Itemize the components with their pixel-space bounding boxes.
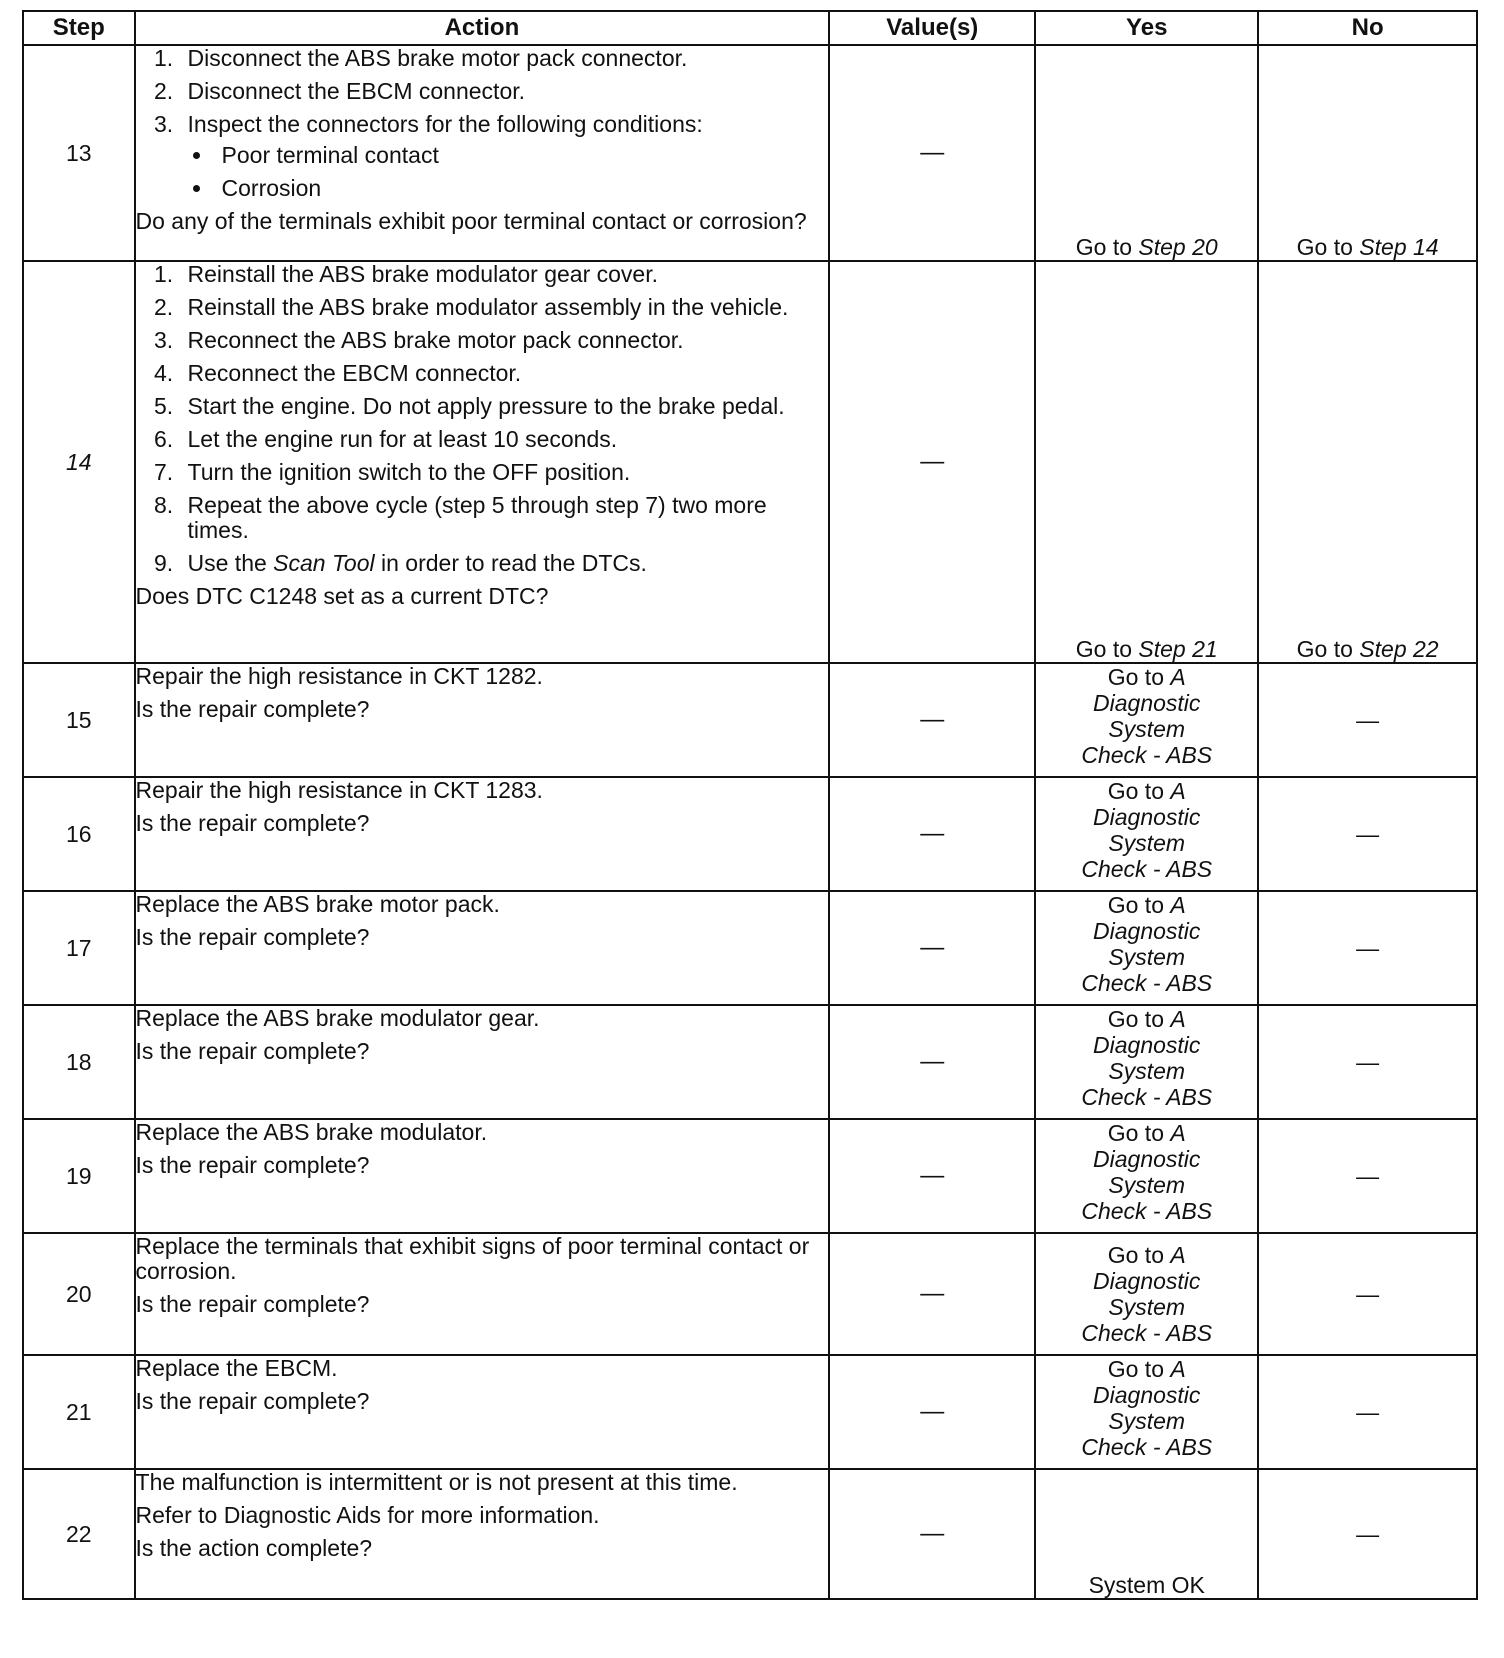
list-item: • Poor terminal contact <box>214 143 829 168</box>
table-row-step-18 <box>23 1005 1477 1119</box>
question-text: Is the repair complete? <box>135 1038 370 1064</box>
action-steps <box>136 46 829 201</box>
yes-cell[interactable] <box>1035 1355 1258 1469</box>
goto-link-text: Diagnostic <box>1093 918 1201 944</box>
goto-link-text: Diagnostic <box>1093 1382 1201 1408</box>
value-cell: — <box>829 1005 1035 1119</box>
goto-text: Go to <box>1107 664 1164 690</box>
scan-tool-term: Scan Tool <box>273 550 375 576</box>
goto-link-text: Diagnostic <box>1093 1268 1201 1294</box>
goto-text: Go to <box>1107 778 1164 804</box>
no-cell <box>1258 45 1477 261</box>
no-cell: — <box>1258 1119 1477 1233</box>
step-link[interactable]: Step 14 <box>1359 234 1439 260</box>
value-cell: — <box>829 891 1035 1005</box>
no-cell: — <box>1258 891 1477 1005</box>
question-text: Is the repair complete? <box>135 1291 370 1317</box>
goto-link-text: System <box>1108 1294 1186 1320</box>
value-cell: — <box>829 1469 1035 1599</box>
question-text: Is the repair complete? <box>135 1152 370 1178</box>
goto-text: Go to <box>1296 636 1360 662</box>
list-item: 8. Repeat the above cycle (step 5 through step 7) two more times. <box>180 493 829 543</box>
table-row-step-17 <box>23 891 1477 1005</box>
no-cell: — <box>1258 1233 1477 1355</box>
action-cell <box>135 1355 830 1469</box>
action-cell <box>135 1469 830 1599</box>
yes-cell <box>1035 45 1258 261</box>
goto-link-text: Check - ABS <box>1081 1434 1213 1460</box>
table-row-step-13 <box>23 45 1477 261</box>
goto-link-text: Check - ABS <box>1081 856 1213 882</box>
goto-link-text: Check - ABS <box>1081 1320 1213 1346</box>
header-yes: Yes <box>1035 11 1258 45</box>
goto-text: Go to <box>1075 636 1139 662</box>
action-cell <box>135 1233 830 1355</box>
yes-cell[interactable] <box>1035 1119 1258 1233</box>
action-text: Replace the ABS brake motor pack. <box>135 891 500 917</box>
table-row-step-16 <box>23 777 1477 891</box>
goto-link-text: Check - ABS <box>1081 1084 1213 1110</box>
question-text: Does DTC C1248 set as a current DTC? <box>135 583 549 609</box>
table-row-step-15 <box>23 663 1477 777</box>
action-text: Repair the high resistance in CKT 1283. <box>135 777 543 803</box>
value-cell: — <box>829 1119 1035 1233</box>
action-text: Refer to Diagnostic Aids for more information. <box>135 1502 600 1528</box>
goto-link-text: A <box>1170 1006 1186 1032</box>
no-cell: — <box>1258 1355 1477 1469</box>
step-number: 16 <box>23 777 135 891</box>
action-text: Replace the ABS brake modulator. <box>135 1119 488 1145</box>
goto-text: Go to <box>1107 1356 1164 1382</box>
action-text: Replace the EBCM. <box>135 1355 338 1381</box>
goto-link-text: Check - ABS <box>1081 1198 1213 1224</box>
question-text: Is the repair complete? <box>135 924 370 950</box>
step-link[interactable]: Step 20 <box>1138 234 1218 260</box>
header-row <box>23 11 1477 45</box>
list-item: • Corrosion <box>214 176 829 201</box>
yes-cell[interactable] <box>1035 663 1258 777</box>
step-number: 17 <box>23 891 135 1005</box>
list-item: 3. Reconnect the ABS brake motor pack connector. <box>180 328 829 353</box>
action-text: Replace the terminals that exhibit signs of poor terminal contact or corrosion. <box>135 1233 810 1284</box>
goto-link-text: A <box>1170 892 1186 918</box>
question-text: Is the repair complete? <box>135 696 370 722</box>
table-row-step-20 <box>23 1233 1477 1355</box>
goto-link-text: A <box>1170 1120 1186 1146</box>
yes-cell[interactable] <box>1035 777 1258 891</box>
goto-link-text: A <box>1170 778 1186 804</box>
action-steps <box>136 262 829 576</box>
list-item: 6. Let the engine run for at least 10 seconds. <box>180 427 829 452</box>
list-item: 2. Disconnect the EBCM connector. <box>180 79 829 104</box>
step-number: 20 <box>23 1233 135 1355</box>
goto-link-text: A <box>1170 1242 1186 1268</box>
step-number: 18 <box>23 1005 135 1119</box>
action-cell <box>135 1119 830 1233</box>
action-text: Repair the high resistance in CKT 1282. <box>135 663 543 689</box>
step-number: 13 <box>23 45 135 261</box>
yes-cell <box>1035 261 1258 663</box>
question-text: Do any of the terminals exhibit poor terminal contact or corrosion? <box>135 208 807 234</box>
action-text: Replace the ABS brake modulator gear. <box>135 1005 540 1031</box>
step-number: 22 <box>23 1469 135 1599</box>
goto-text: Go to <box>1107 1242 1164 1268</box>
value-cell: — <box>829 45 1035 261</box>
goto-text: Go to <box>1075 234 1139 260</box>
goto-link-text: Diagnostic <box>1093 1032 1201 1058</box>
list-item-text: in order to read the DTCs. <box>374 550 647 576</box>
value-cell: — <box>829 1233 1035 1355</box>
action-cell <box>135 45 830 261</box>
goto-link-text: Check - ABS <box>1081 742 1213 768</box>
value-cell: — <box>829 663 1035 777</box>
action-cell <box>135 1005 830 1119</box>
list-item: 4. Reconnect the EBCM connector. <box>180 361 829 386</box>
goto-text: Go to <box>1107 892 1164 918</box>
step-number: 19 <box>23 1119 135 1233</box>
list-item <box>180 112 829 201</box>
step-link[interactable]: Step 22 <box>1359 636 1439 662</box>
table-row-step-14 <box>23 261 1477 663</box>
header-action: Action <box>135 11 830 45</box>
action-cell <box>135 663 830 777</box>
no-cell <box>1258 261 1477 663</box>
no-cell: — <box>1258 663 1477 777</box>
list-item: 7. Turn the ignition switch to the OFF position. <box>180 460 829 485</box>
list-item: 1. Disconnect the ABS brake motor pack connector. <box>180 46 829 71</box>
step-number: 14 <box>23 261 135 663</box>
question-text: Is the action complete? <box>135 1535 373 1561</box>
yes-cell: System OK <box>1035 1469 1258 1599</box>
table-row-step-21 <box>23 1355 1477 1469</box>
goto-link-text: A <box>1170 664 1186 690</box>
goto-link-text: System <box>1108 944 1186 970</box>
list-item-text: Inspect the connectors for the following conditions: <box>187 111 703 137</box>
goto-link-text: System <box>1108 830 1186 856</box>
list-item: 5. Start the engine. Do not apply pressure to the brake pedal. <box>180 394 829 419</box>
no-cell: — <box>1258 777 1477 891</box>
question-text: Is the repair complete? <box>135 810 370 836</box>
diagnostic-table <box>22 10 1478 1600</box>
step-number: 21 <box>23 1355 135 1469</box>
goto-link-text: System <box>1108 1058 1186 1084</box>
list-item-text: Use the <box>187 550 274 576</box>
header-step: Step <box>23 11 135 45</box>
value-cell: — <box>829 1355 1035 1469</box>
action-cell <box>135 891 830 1005</box>
list-item: 2. Reinstall the ABS brake modulator assembly in the vehicle. <box>180 295 829 320</box>
action-cell <box>135 261 830 663</box>
question-text: Is the repair complete? <box>135 1388 370 1414</box>
list-item: 1. Reinstall the ABS brake modulator gear cover. <box>180 262 829 287</box>
action-cell <box>135 777 830 891</box>
table-row-step-22 <box>23 1469 1477 1599</box>
step-number: 15 <box>23 663 135 777</box>
goto-link-text: System <box>1108 1408 1186 1434</box>
goto-link-text: System <box>1108 716 1186 742</box>
yes-cell[interactable] <box>1035 891 1258 1005</box>
no-cell: — <box>1258 1005 1477 1119</box>
goto-text: Go to <box>1296 234 1360 260</box>
header-no: No <box>1258 11 1477 45</box>
condition-list <box>188 143 829 201</box>
table-row-step-19 <box>23 1119 1477 1233</box>
action-text: The malfunction is intermittent or is not present at this time. <box>135 1469 738 1495</box>
header-values: Value(s) <box>829 11 1035 45</box>
goto-link-text: Diagnostic <box>1093 690 1201 716</box>
goto-text: Go to <box>1107 1120 1164 1146</box>
step-link[interactable]: Step 21 <box>1138 636 1218 662</box>
value-cell: — <box>829 777 1035 891</box>
goto-link-text: System <box>1108 1172 1186 1198</box>
goto-link-text: Diagnostic <box>1093 804 1201 830</box>
yes-cell[interactable] <box>1035 1233 1258 1355</box>
goto-text: Go to <box>1107 1006 1164 1032</box>
list-item <box>180 551 829 576</box>
yes-cell[interactable] <box>1035 1005 1258 1119</box>
no-cell: — <box>1258 1469 1477 1599</box>
goto-link-text: Diagnostic <box>1093 1146 1201 1172</box>
goto-link-text: A <box>1170 1356 1186 1382</box>
value-cell: — <box>829 261 1035 663</box>
goto-link-text: Check - ABS <box>1081 970 1213 996</box>
